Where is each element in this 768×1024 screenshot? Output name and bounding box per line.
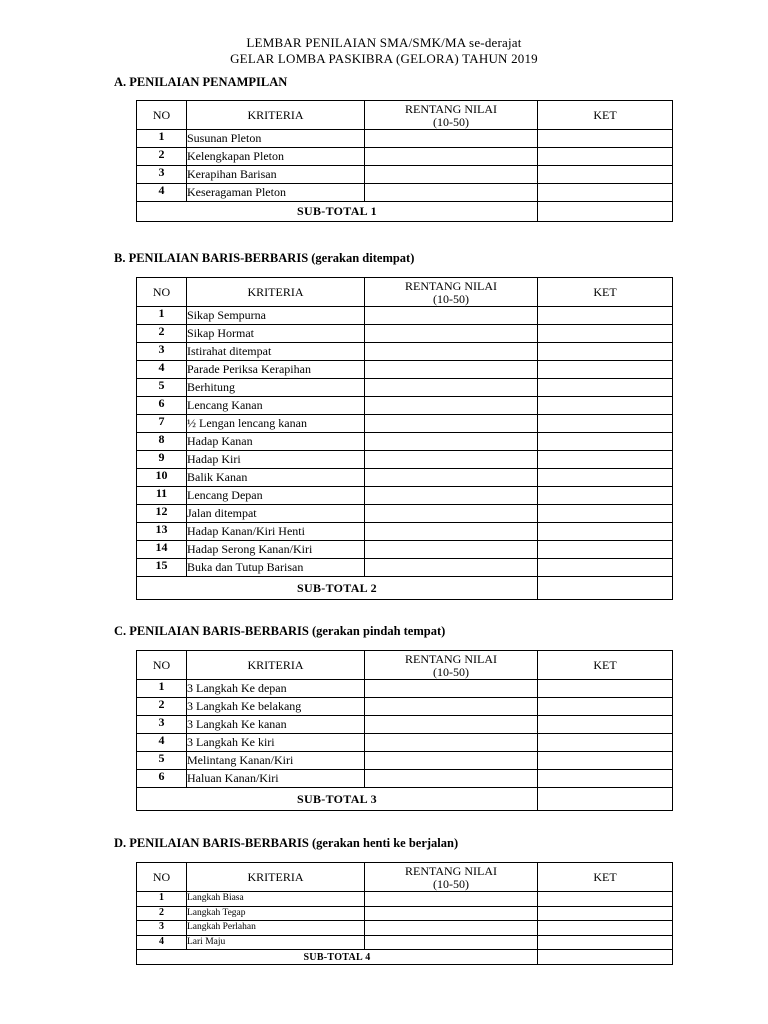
ket-cell — [538, 680, 673, 698]
nilai-cell — [365, 325, 538, 343]
ket-cell — [538, 698, 673, 716]
table-row — [137, 148, 673, 166]
row-number: 2 — [137, 906, 187, 921]
table-row — [137, 415, 673, 433]
table-row — [137, 906, 673, 921]
ket-cell — [538, 130, 673, 148]
row-number: 7 — [137, 415, 187, 433]
nilai-cell — [365, 166, 538, 184]
nilai-cell — [365, 433, 538, 451]
column-header-rentang-nilai — [365, 863, 538, 892]
row-number: 3 — [137, 343, 187, 361]
nilai-cell — [365, 307, 538, 325]
row-kriteria: Langkah Perlahan — [187, 921, 365, 936]
column-header-no: NO — [137, 101, 187, 130]
nilai-cell — [365, 361, 538, 379]
row-kriteria: Sikap Sempurna — [187, 307, 365, 325]
row-kriteria: Hadap Kanan — [187, 433, 365, 451]
subtotal-label: SUB-TOTAL 4 — [137, 950, 538, 965]
document-title-line2: GELAR LOMBA PASKIBRA (GELORA) TAHUN 2019 — [230, 51, 538, 66]
ket-cell — [538, 166, 673, 184]
subtotal-value-cell — [538, 577, 673, 600]
column-header-no: NO — [137, 278, 187, 307]
ket-cell — [538, 921, 673, 936]
rentang-nilai-range: (10-50) — [433, 877, 469, 891]
row-kriteria: Kerapihan Barisan — [187, 166, 365, 184]
row-number: 9 — [137, 451, 187, 469]
nilai-cell — [365, 505, 538, 523]
table-row — [137, 935, 673, 950]
row-kriteria: 3 Langkah Ke kanan — [187, 716, 365, 734]
column-header-kriteria: KRITERIA — [187, 278, 365, 307]
subtotal-value-cell — [538, 950, 673, 965]
ket-cell — [538, 343, 673, 361]
row-number: 10 — [137, 469, 187, 487]
ket-cell — [538, 184, 673, 202]
ket-cell — [538, 433, 673, 451]
column-header-kriteria: KRITERIA — [187, 101, 365, 130]
row-number: 1 — [137, 680, 187, 698]
subtotal-label: SUB-TOTAL 1 — [137, 202, 538, 222]
ket-cell — [538, 451, 673, 469]
nilai-cell — [365, 379, 538, 397]
row-kriteria: 3 Langkah Ke kiri — [187, 734, 365, 752]
ket-cell — [538, 469, 673, 487]
row-number: 1 — [137, 307, 187, 325]
row-kriteria: Haluan Kanan/Kiri — [187, 770, 365, 788]
table-row — [137, 469, 673, 487]
row-kriteria: Keseragaman Pleton — [187, 184, 365, 202]
ket-cell — [538, 541, 673, 559]
row-kriteria: Balik Kanan — [187, 469, 365, 487]
rentang-nilai-label: RENTANG NILAI — [404, 652, 498, 666]
row-kriteria: Buka dan Tutup Barisan — [187, 559, 365, 577]
column-header-rentang-nilai — [365, 651, 538, 680]
nilai-cell — [365, 716, 538, 734]
column-header-rentang-nilai — [365, 278, 538, 307]
table-row — [137, 451, 673, 469]
table-row — [137, 325, 673, 343]
table-row — [137, 433, 673, 451]
nilai-cell — [365, 130, 538, 148]
section-a-heading: A. PENILAIAN PENAMPILAN — [114, 75, 288, 89]
rentang-nilai-label: RENTANG NILAI — [404, 864, 498, 878]
ket-cell — [538, 523, 673, 541]
row-number: 3 — [137, 166, 187, 184]
nilai-cell — [365, 559, 538, 577]
row-kriteria: Istirahat ditempat — [187, 343, 365, 361]
nilai-cell — [365, 892, 538, 907]
ket-cell — [538, 307, 673, 325]
table-row — [137, 698, 673, 716]
column-header-kriteria: KRITERIA — [187, 863, 365, 892]
table-row — [137, 379, 673, 397]
rentang-nilai-range: (10-50) — [433, 115, 469, 129]
nilai-cell — [365, 752, 538, 770]
row-number: 2 — [137, 698, 187, 716]
rentang-nilai-label: RENTANG NILAI — [404, 102, 498, 116]
rentang-nilai-range: (10-50) — [433, 292, 469, 306]
section-c-heading: C. PENILAIAN BARIS-BERBARIS (gerakan pindah tempat) — [114, 624, 446, 638]
ket-cell — [538, 752, 673, 770]
column-header-ket: KET — [538, 863, 673, 892]
table-row — [137, 734, 673, 752]
nilai-cell — [365, 415, 538, 433]
table-row — [137, 361, 673, 379]
table-row — [137, 541, 673, 559]
row-kriteria: Hadap Serong Kanan/Kiri — [187, 541, 365, 559]
subtotal-label: SUB-TOTAL 2 — [137, 577, 538, 600]
table-row — [137, 487, 673, 505]
table-row — [137, 130, 673, 148]
row-number: 11 — [137, 487, 187, 505]
row-kriteria: Berhitung — [187, 379, 365, 397]
table-row — [137, 892, 673, 907]
rentang-nilai-label: RENTANG NILAI — [404, 279, 498, 293]
row-number: 6 — [137, 770, 187, 788]
table-row — [137, 397, 673, 415]
nilai-cell — [365, 906, 538, 921]
table-row — [137, 680, 673, 698]
row-kriteria: Langkah Tegap — [187, 906, 365, 921]
table-row — [137, 184, 673, 202]
nilai-cell — [365, 734, 538, 752]
table-row — [137, 505, 673, 523]
column-header-ket: KET — [538, 101, 673, 130]
row-kriteria: 3 Langkah Ke depan — [187, 680, 365, 698]
column-header-kriteria: KRITERIA — [187, 651, 365, 680]
nilai-cell — [365, 523, 538, 541]
nilai-cell — [365, 343, 538, 361]
nilai-cell — [365, 921, 538, 936]
row-number: 4 — [137, 184, 187, 202]
row-number: 4 — [137, 935, 187, 950]
subtotal-value-cell — [538, 202, 673, 222]
ket-cell — [538, 379, 673, 397]
row-number: 8 — [137, 433, 187, 451]
column-header-no: NO — [137, 651, 187, 680]
ket-cell — [538, 559, 673, 577]
ket-cell — [538, 148, 673, 166]
table-row — [137, 559, 673, 577]
row-kriteria: Kelengkapan Pleton — [187, 148, 365, 166]
row-kriteria: Susunan Pleton — [187, 130, 365, 148]
subtotal-label: SUB-TOTAL 3 — [137, 788, 538, 811]
table-section-b — [136, 277, 673, 600]
ket-cell — [538, 935, 673, 950]
table-section-a — [136, 100, 673, 222]
nilai-cell — [365, 451, 538, 469]
row-number: 12 — [137, 505, 187, 523]
ket-cell — [538, 505, 673, 523]
ket-cell — [538, 716, 673, 734]
section-d-heading: D. PENILAIAN BARIS-BERBARIS (gerakan henti ke berjalan) — [114, 836, 459, 850]
ket-cell — [538, 487, 673, 505]
row-number: 2 — [137, 325, 187, 343]
row-number: 5 — [137, 752, 187, 770]
table-row — [137, 523, 673, 541]
table-row — [137, 166, 673, 184]
nilai-cell — [365, 935, 538, 950]
ket-cell — [538, 361, 673, 379]
nilai-cell — [365, 148, 538, 166]
ket-cell — [538, 397, 673, 415]
table-section-d — [136, 862, 673, 965]
column-header-ket: KET — [538, 651, 673, 680]
column-header-ket: KET — [538, 278, 673, 307]
subtotal-value-cell — [538, 788, 673, 811]
row-kriteria: Parade Periksa Kerapihan — [187, 361, 365, 379]
column-header-no: NO — [137, 863, 187, 892]
row-number: 4 — [137, 361, 187, 379]
ket-cell — [538, 415, 673, 433]
row-number: 6 — [137, 397, 187, 415]
row-kriteria: Lencang Depan — [187, 487, 365, 505]
row-kriteria: Melintang Kanan/Kiri — [187, 752, 365, 770]
table-row — [137, 752, 673, 770]
table-row — [137, 343, 673, 361]
ket-cell — [538, 734, 673, 752]
nilai-cell — [365, 397, 538, 415]
row-kriteria: Langkah Biasa — [187, 892, 365, 907]
row-kriteria: 3 Langkah Ke belakang — [187, 698, 365, 716]
row-kriteria: Lari Maju — [187, 935, 365, 950]
ket-cell — [538, 325, 673, 343]
nilai-cell — [365, 541, 538, 559]
ket-cell — [538, 906, 673, 921]
table-row — [137, 716, 673, 734]
row-number: 13 — [137, 523, 187, 541]
document-title-line1: LEMBAR PENILAIAN SMA/SMK/MA se-derajat — [246, 35, 522, 50]
table-row — [137, 307, 673, 325]
table-row — [137, 770, 673, 788]
row-number: 2 — [137, 148, 187, 166]
section-b-heading: B. PENILAIAN BARIS-BERBARIS (gerakan ditempat) — [114, 251, 415, 265]
nilai-cell — [365, 184, 538, 202]
row-number: 1 — [137, 130, 187, 148]
nilai-cell — [365, 770, 538, 788]
row-number: 14 — [137, 541, 187, 559]
nilai-cell — [365, 469, 538, 487]
ket-cell — [538, 770, 673, 788]
column-header-rentang-nilai — [365, 101, 538, 130]
table-section-c — [136, 650, 673, 811]
row-kriteria: Lencang Kanan — [187, 397, 365, 415]
rentang-nilai-range: (10-50) — [433, 665, 469, 679]
row-kriteria: ½ Lengan lencang kanan — [187, 415, 365, 433]
row-number: 15 — [137, 559, 187, 577]
nilai-cell — [365, 487, 538, 505]
row-kriteria: Sikap Hormat — [187, 325, 365, 343]
row-number: 1 — [137, 892, 187, 907]
table-row — [137, 921, 673, 936]
row-number: 5 — [137, 379, 187, 397]
nilai-cell — [365, 680, 538, 698]
row-number: 3 — [137, 921, 187, 936]
ket-cell — [538, 892, 673, 907]
row-number: 3 — [137, 716, 187, 734]
nilai-cell — [365, 698, 538, 716]
row-kriteria: Jalan ditempat — [187, 505, 365, 523]
row-kriteria: Hadap Kiri — [187, 451, 365, 469]
row-number: 4 — [137, 734, 187, 752]
row-kriteria: Hadap Kanan/Kiri Henti — [187, 523, 365, 541]
